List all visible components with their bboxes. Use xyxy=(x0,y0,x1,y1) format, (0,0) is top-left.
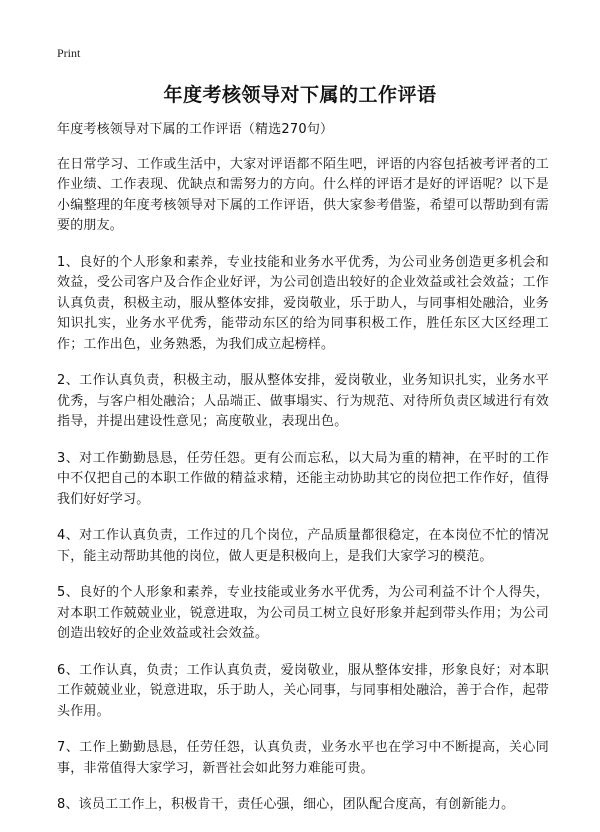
comment-item-7: 7、工作上勤勤恳恳，任劳任怨，认真负责，业务水平也在学习中不断提高，关心同事，非常值得大家学习，新晋社会如此努力难能可贵。 xyxy=(57,740,549,776)
comment-item-8: 8、该员工工作上，积极肯干，责任心强，细心，团队配合度高，有创新能力。 xyxy=(57,797,515,812)
article-body xyxy=(57,120,549,832)
article-subtitle: 年度考核领导对下属的工作评语（精选270句） xyxy=(57,122,334,137)
comment-item-5: 5、良好的个人形象和素养，专业技能或业务水平优秀，为公司利益不计个人得失，对本职工作兢兢业业，锐意进取，为公司员工树立良好形象并起到带头作用；为公司创造出较好的企业效益或社会效益。 xyxy=(57,585,549,641)
comment-item-6: 6、工作认真，负责；工作认真负责，爱岗敬业，服从整体安排，形象良好；对本职工作兢兢业业，锐意进取，乐于助人，关心同事，与同事相处融洽，善于合作，起带头作用。 xyxy=(57,662,549,719)
comment-item-1: 1、良好的个人形象和素养，专业技能和业务水平优秀，为公司业务创造更多机会和效益，受公司客户及合作企业好评，为公司创造出较好的企业效益或社会效益；工作认真负责，积极主动，服从整体安排，爱岗敬业，乐于助人，与同事相处融洽，业务知识扎实，业务水平优秀，能带动东区的给为同事积极工作，胜任东区大区经理工作；工作出色，业务熟悉，为我们成立起榜样。 xyxy=(57,254,549,352)
comment-item-3: 3、对工作勤勤恳恳，任劳任怨。更有公而忘私，以大局为重的精神，在平时的工作中不仅把自己的本职工作做的精益求精，还能主动协助其它的岗位把工作作好，值得我们好好学习。 xyxy=(57,450,549,507)
page-title: 年度考核领导对下属的工作评语 xyxy=(163,84,437,106)
print-link[interactable]: Print xyxy=(57,46,81,60)
comment-item-2: 2、工作认真负责，积极主动，服从整体安排，爱岗敬业，业务知识扎实，业务水平优秀，与客户相处融洽；人品端正、做事塌实、行为规范、对待所负责区域进行有效指导，并提出建设性意见；高度敬业，表现出色。 xyxy=(57,373,549,429)
comment-item-4: 4、对工作认真负责，工作过的几个岗位，产品质量都很稳定，在本岗位不忙的情况下，能主动帮助其他的岗位，做人更是积极向上，是我们大家学习的模范。 xyxy=(57,528,549,564)
intro-paragraph: 在日常学习、工作或生活中，大家对评语都不陌生吧，评语的内容包括被考评者的工作业绩、工作表现、优缺点和需努力的方向。什么样的评语才是好的评语呢？以下是小编整理的年度考核领导对下属的工作评语，供大家参考借鉴，希望可以帮助到有需要的朋友。 xyxy=(57,156,549,233)
